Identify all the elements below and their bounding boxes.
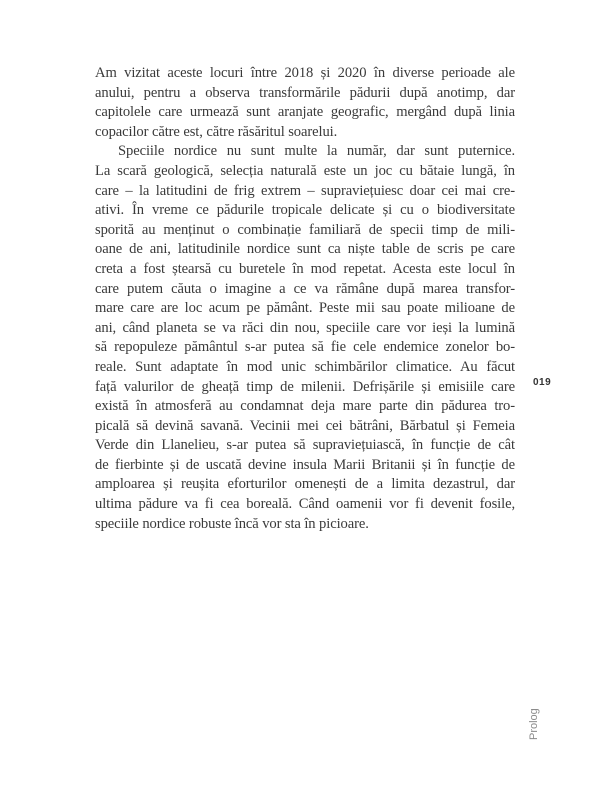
text-line: față valurilor de gheață timp de milenii. Defrișările și emisiile care <box>95 378 515 395</box>
text-line: ativi. În vreme ce pădurile tropicale delicate și cu o biodiversitate <box>95 202 515 219</box>
paragraph <box>95 64 515 142</box>
running-head: Prolog <box>528 708 540 740</box>
text-line: amploarea și reușita eforturilor omenești de a limita dezastrul, dar <box>95 476 515 493</box>
text-line: ultima pădure va fi cea boreală. Când oamenii vor fi devenit fosile, <box>95 496 515 513</box>
paragraph <box>95 142 515 534</box>
text-line: există în atmosferă au condamnat deja mare parte din pădurea tro- <box>95 398 515 415</box>
text-line: La scară geologică, selecția naturală este un joc cu bătaie lungă, în <box>95 162 515 179</box>
page-number: 019 <box>533 377 552 388</box>
body-text <box>95 64 515 534</box>
text-line: sporită au menținut o combinație familiară de specii timp de mili- <box>95 221 515 238</box>
text-line: care putem căuta o imagine a ce va rămâne după marea transfor- <box>95 280 515 297</box>
text-line: de fierbinte și de uscată devine insula Marii Britanii și în funcție de <box>95 456 515 473</box>
text-line: Am vizitat aceste locuri între 2018 și 2020 în diverse perioade ale <box>95 65 515 81</box>
text-line: ani, când planeta se va răci din nou, speciile care vor ieși la lumină <box>95 319 515 336</box>
text-line: care – la latitudini de frig extrem – supraviețuiesc doar cei mai cre- <box>95 182 515 199</box>
text-line: speciile nordice robuste încă vor sta în picioare. <box>95 515 369 532</box>
text-line: mare care are loc acum pe pământ. Peste mii sau poate milioane de <box>95 300 515 317</box>
text-line: capitolele care urmează sunt aranjate geografic, mergând după linia <box>95 104 515 121</box>
text-line: Verde din Llanelieu, s-ar putea să supraviețuiască, în funcție de cât <box>95 437 515 454</box>
text-line: copacilor către est, către răsăritul soarelui. <box>95 123 338 140</box>
text-line: Speciile nordice nu sunt multe la număr, dar sunt puternice. <box>118 143 515 160</box>
text-line: să repopuleze pământul s-ar putea să fie cele endemice zonelor bo- <box>95 339 515 356</box>
text-line: anului, pentru a observa transformările pădurii după anotimp, dar <box>95 84 515 101</box>
text-line: oane de ani, latitudinile nordice sunt ca niște table de scris pe care <box>95 241 515 258</box>
text-line: creta a fost ștearsă cu buretele în mod repetat. Acesta este locul în <box>95 260 515 277</box>
text-line: reale. Sunt adaptate în mod unic schimbărilor climatice. Au făcut <box>95 358 515 375</box>
text-line: picală să devină savană. Vecinii mei cei bătrâni, Bărbatul și Femeia <box>95 417 515 434</box>
